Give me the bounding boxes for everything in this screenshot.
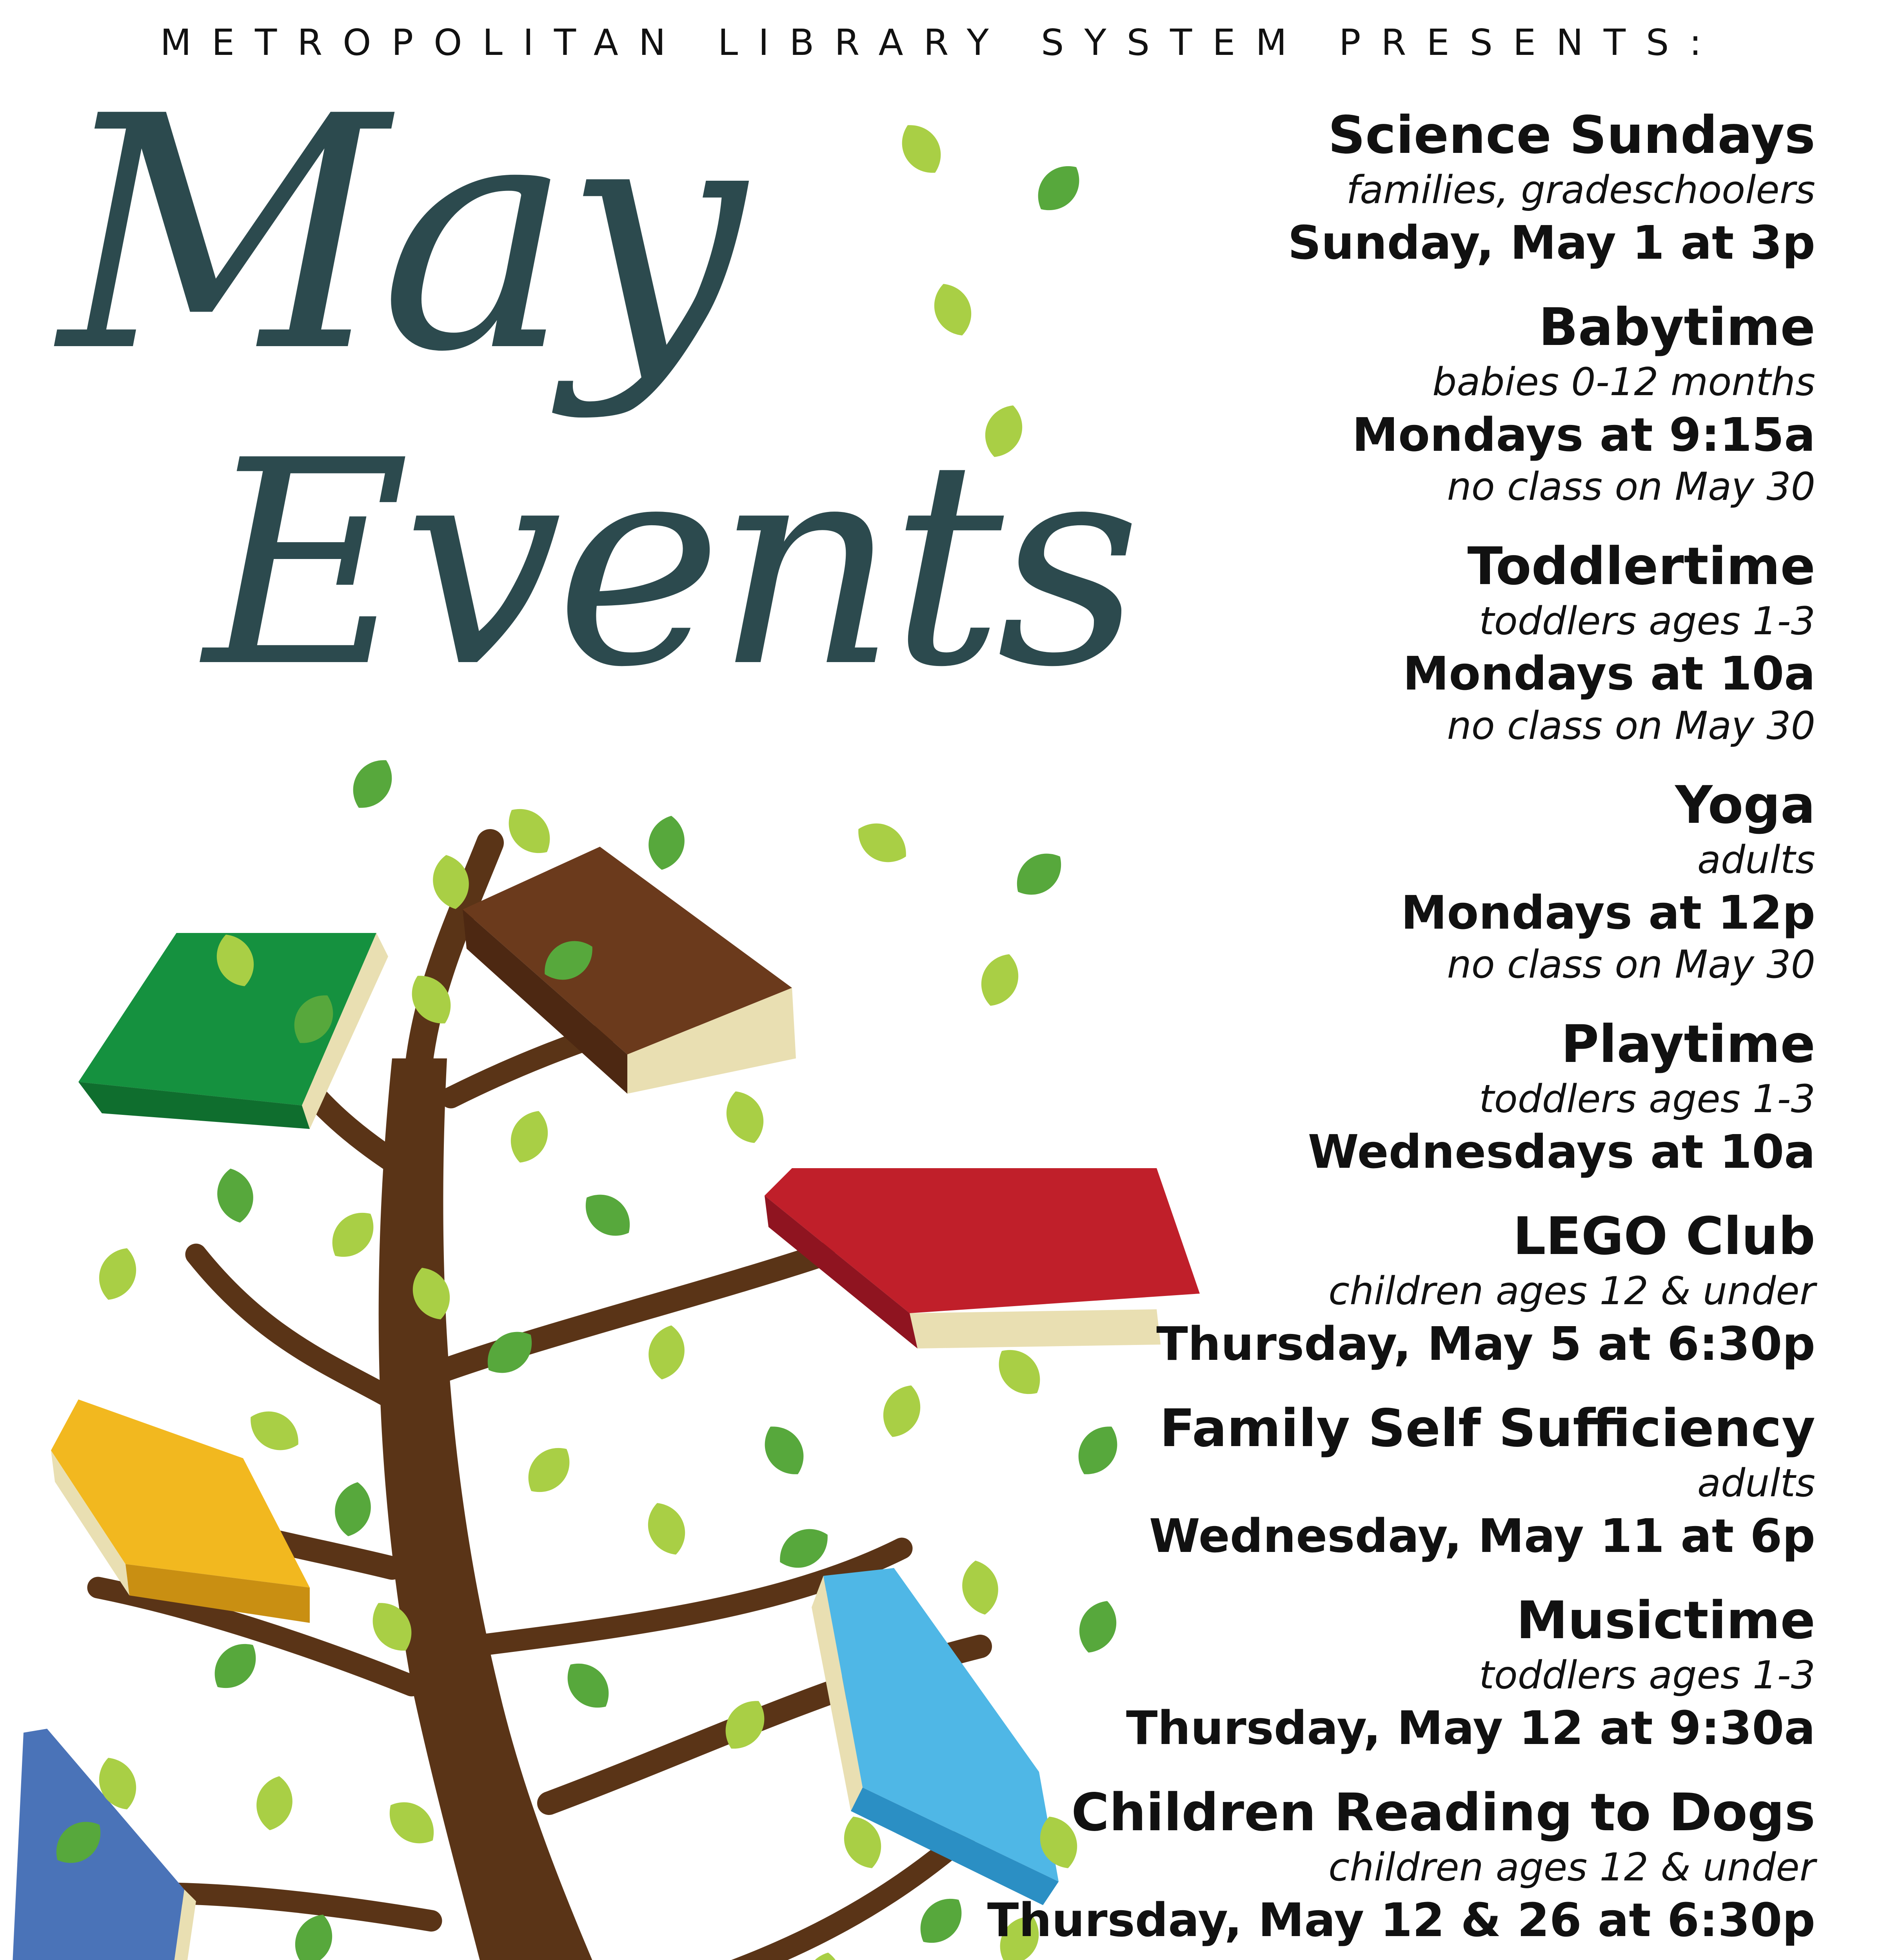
leaf <box>213 1165 258 1226</box>
event-audience: children ages 12 & under <box>1328 1845 1815 1890</box>
event-name: Musictime <box>1516 1590 1815 1651</box>
event-item <box>874 535 1815 750</box>
event-name: Babytime <box>1539 297 1815 358</box>
event-name: Science Sundays <box>1328 105 1815 165</box>
event-name: Toddlertime <box>1467 536 1815 597</box>
event-note: no class on May 30 <box>1447 703 1815 748</box>
event-name: LEGO Club <box>1513 1206 1815 1267</box>
leaf <box>640 1497 692 1561</box>
leaf <box>343 751 402 817</box>
presents-heading: METROPOLITAN LIBRARY SYSTEM PRESENTS: <box>160 22 1722 64</box>
leaf <box>242 1402 307 1460</box>
event-time: Wednesdays at 10a <box>1308 1124 1815 1179</box>
event-item <box>874 1013 1815 1181</box>
event-item <box>874 104 1815 272</box>
event-audience: adults <box>1697 1461 1815 1506</box>
leaf <box>557 1653 619 1718</box>
event-audience: children ages 12 & under <box>1328 1269 1815 1314</box>
event-name: Playtime <box>1561 1014 1815 1074</box>
brown-book <box>463 847 796 1094</box>
leaf <box>252 1773 297 1833</box>
leaf <box>503 1105 555 1169</box>
leaf <box>331 1479 375 1539</box>
event-list <box>874 104 1815 1960</box>
event-name: Yoga <box>1675 775 1815 836</box>
event-time: Thursday, May 5 at 6:30p <box>1156 1316 1815 1371</box>
title-events: Events <box>204 400 1134 729</box>
event-audience: families, gradeschoolers <box>1346 168 1815 213</box>
event-time: Wednesday, May 11 at 6p <box>1149 1508 1815 1563</box>
leaf <box>379 1791 444 1854</box>
event-name: Family Self Sufficiency <box>1159 1398 1815 1459</box>
leaf <box>498 799 561 864</box>
leaf <box>322 1202 384 1267</box>
event-audience: toddlers ages 1-3 <box>1479 1653 1815 1698</box>
leaf <box>91 1242 144 1306</box>
title-may: May <box>59 48 738 422</box>
event-time: Thursday, May 12 at 9:30a <box>1126 1700 1815 1755</box>
event-item <box>874 1205 1815 1373</box>
event-note: no class on May 30 <box>1447 465 1815 510</box>
leaf <box>755 1418 814 1483</box>
event-time: Sunday, May 1 at 3p <box>1288 215 1815 270</box>
event-time: Mondays at 12p <box>1401 885 1815 940</box>
event-time: Mondays at 10a <box>1402 646 1815 701</box>
leaf <box>204 1633 267 1699</box>
event-item <box>874 1589 1815 1757</box>
event-audience: babies 0-12 months <box>1432 360 1815 405</box>
tree-trunk <box>379 1058 757 1960</box>
leaf <box>644 1322 689 1383</box>
leaf <box>518 1437 580 1503</box>
event-time: Thursday, May 12 & 26 at 6:30p <box>987 1893 1815 1947</box>
event-item <box>874 296 1815 511</box>
event-name: Children Reading to Dogs <box>1071 1782 1815 1843</box>
event-item <box>874 1781 1815 1949</box>
event-audience: adults <box>1697 838 1815 883</box>
leaf <box>575 1184 640 1247</box>
event-note: no class on May 30 <box>1447 942 1815 987</box>
event-audience: toddlers ages 1-3 <box>1479 1076 1815 1122</box>
event-item <box>874 1397 1815 1565</box>
event-audience: toddlers ages 1-3 <box>1479 599 1815 644</box>
leaf <box>644 813 689 873</box>
leaf <box>801 1949 846 1960</box>
event-item <box>874 774 1815 989</box>
event-time: Mondays at 9:15a <box>1352 407 1815 462</box>
leaf <box>719 1085 771 1149</box>
